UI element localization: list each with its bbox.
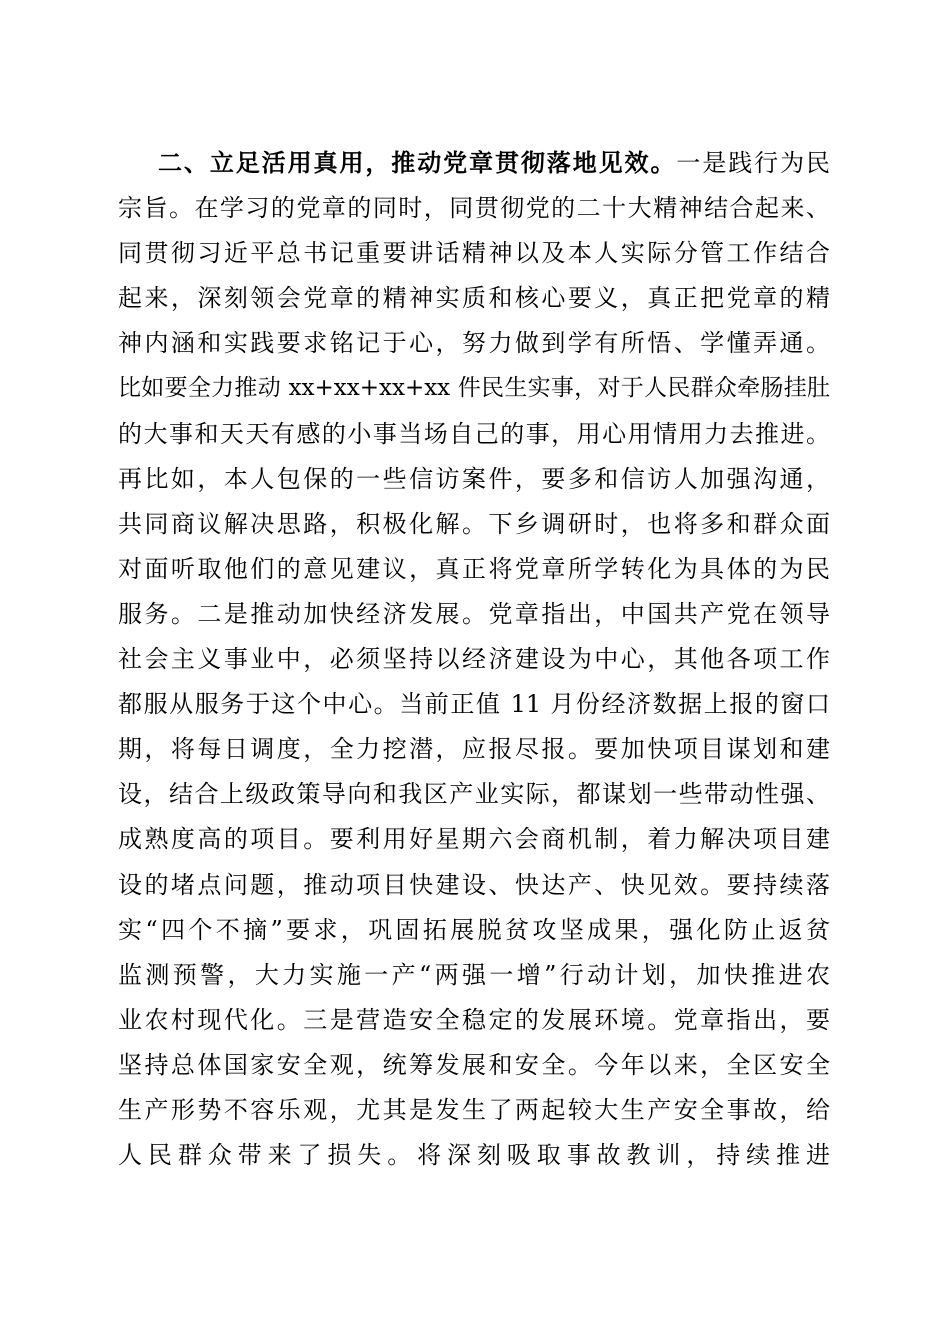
text-line: 期，将每日调度，全力挖潜，应报尽报。要加快项目谋划和建 bbox=[118, 735, 830, 764]
text-line: 人民群众带来了损失。将深刻吸取事故教训，持续推进 bbox=[118, 1141, 830, 1170]
text-line: 生产形势不容乐观，尤其是发生了两起较大生产安全事故，给 bbox=[118, 1095, 830, 1124]
text-line: 宗旨。在学习的党章的同时，同贯彻党的二十大精神结合起来、 bbox=[118, 194, 830, 223]
text-line: 业农村现代化。三是营造安全稳定的发展环境。党章指出，要 bbox=[118, 1005, 830, 1034]
text-line: 监测预警，大力实施一产“两强一增”行动计划，加快推进农 bbox=[118, 960, 830, 989]
text-line: 再比如，本人包保的一些信访案件，要多和信访人加强沟通， bbox=[118, 464, 830, 493]
text-line: 共同商议解决思路，积极化解。下乡调研时，也将多和群众面 bbox=[118, 509, 830, 538]
text-line: 坚持总体国家安全观，统筹发展和安全。今年以来，全区安全 bbox=[118, 1050, 830, 1079]
text-line: 实“四个不摘”要求，巩固拓展脱贫攻坚成果，强化防止返贫 bbox=[118, 915, 830, 944]
paragraph-first-line bbox=[118, 141, 830, 186]
text-line: 同贯彻习近平总书记重要讲话精神以及本人实际分管工作结合 bbox=[118, 239, 830, 268]
text-line: 对面听取他们的意见建议，真正将党章所学转化为具体的为民 bbox=[118, 554, 830, 583]
text-line: 设的堵点问题，推动项目快建设、快达产、快见效。要持续落 bbox=[118, 870, 830, 899]
text-line: 都服从服务于这个中心。当前正值 11 月份经济数据上报的窗口 bbox=[118, 690, 830, 719]
text-line: 成熟度高的项目。要利用好星期六会商机制，着力解决项目建 bbox=[118, 825, 830, 854]
text-line: 设，结合上级政策导向和我区产业实际，都谋划一些带动性强、 bbox=[118, 780, 830, 809]
body-paragraph bbox=[118, 141, 830, 1178]
text-line: 神内涵和实践要求铭记于心，努力做到学有所悟、学懂弄通。 bbox=[118, 329, 830, 358]
text-line: 起来，深刻领会党章的精神实质和核心要义，真正把党章的精 bbox=[118, 284, 830, 313]
text-line: 社会主义事业中，必须坚持以经济建设为中心，其他各项工作 bbox=[118, 645, 830, 674]
text-line: 比如要全力推动 xx+xx+xx+xx 件民生实事，对于人民群众牵肠挂肚 bbox=[118, 375, 830, 402]
text-line: 服务。二是推动加快经济发展。党章指出，中国共产党在领导 bbox=[118, 599, 830, 628]
text-line: 的大事和天天有感的小事当场自己的事，用心用情用力去推进。 bbox=[118, 419, 830, 448]
first-line-text: 一是践行为民 bbox=[676, 149, 831, 177]
section-heading: 二、立足活用真用，推动党章贯彻落地见效。 bbox=[158, 149, 677, 177]
